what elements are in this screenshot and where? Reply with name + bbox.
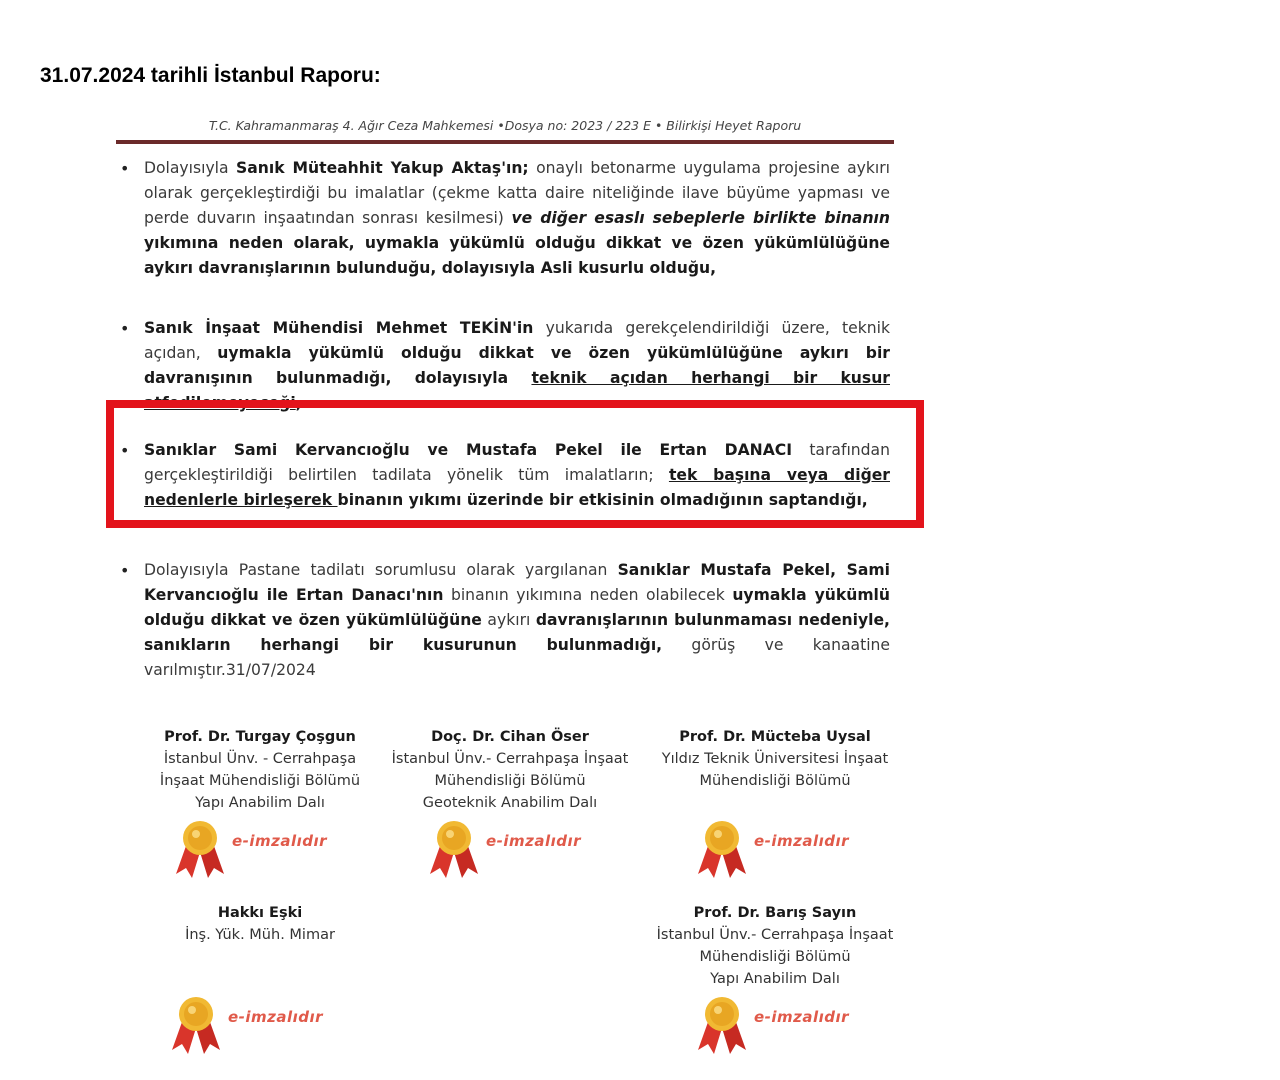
- award-seal-icon: [172, 818, 228, 880]
- bullet-dot: •: [120, 319, 130, 338]
- award-seal-icon: [694, 994, 750, 1056]
- signatory-uysal: [645, 726, 905, 792]
- header-divider: [116, 140, 894, 144]
- bullet-run: aykırı: [481, 611, 536, 629]
- signatory-affiliation: Mühendisliği Bölümü: [699, 949, 851, 965]
- bullet-item-aktas: [120, 156, 890, 281]
- bullet-dot: •: [120, 441, 130, 460]
- signatory-affiliation: İstanbul Ünv.- Cerrahpaşa İnşaat: [656, 927, 894, 943]
- e-signature-seal: [694, 994, 874, 1054]
- e-signature-seal: [172, 818, 352, 878]
- bullet-run: uymakla yükümlü olduğu dikkat ve özen yükümlülüğüne: [144, 586, 891, 629]
- signatory-sayin: [645, 902, 905, 990]
- signatory-affiliation: Yıldız Teknik Üniversitesi İnşaat: [661, 751, 889, 767]
- award-seal-icon: [168, 994, 224, 1056]
- signatory-name: Hakkı Eşki: [217, 905, 303, 921]
- signatory-affiliation: Mühendisliği Bölümü: [699, 773, 851, 789]
- e-signature-seal: [426, 818, 606, 878]
- bullet-run: davranışlarının bulunmaması nedeniyle, sanıkların herhangi bir kusurunun bulunmadığı,: [144, 611, 890, 654]
- signatory-affiliation: İstanbul Ünv. - Cerrahpaşa: [163, 751, 357, 767]
- signatory-affiliation: Yapı Anabilim Dalı: [195, 795, 325, 811]
- bullet-run: uymakla yükümlü olduğu dikkat ve özen yükümlülüğüne aykırı davranışlarının bulunduğu, dolayısıyla Asli kusurlu olduğu,: [144, 234, 891, 277]
- signatory-affiliation: İstanbul Ünv.- Cerrahpaşa İnşaat: [391, 751, 629, 767]
- signatory-eski: [140, 902, 380, 946]
- bullet-run: Sanıklar Sami Kervancıoğlu ve Mustafa Pekel ile Ertan DANACI: [144, 441, 793, 459]
- bullet-item-conclusion: [120, 558, 890, 683]
- bullet-text: [144, 438, 890, 513]
- seal-text: e-imzalıdır: [232, 832, 328, 850]
- bullet-run: ve diğer esaslı sebeplerle birlikte binanın: [511, 209, 890, 227]
- e-signature-seal: [168, 994, 348, 1054]
- e-signature-seal: [694, 818, 874, 878]
- bullet-run: yukarıda gerekçelendirildiği üzere, teknik açıdan,: [144, 319, 890, 362]
- signatory-cosgun: [140, 726, 380, 814]
- bullet-run: Sanık Müteahhit Yakup Aktaş'ın;: [236, 159, 529, 177]
- bullet-run: Sanıklar Mustafa Pekel, Sami Kervancıoğlu ile Ertan Danacı'nın: [144, 561, 890, 604]
- bullet-run: görüş ve kanaatine varılmıştır.31/07/2024: [144, 636, 891, 679]
- award-seal-icon: [694, 818, 750, 880]
- bullet-dot: •: [120, 561, 130, 580]
- bullet-item-tadilat: [120, 438, 890, 513]
- bullet-run: Dolayısıyla Pastane tadilatı sorumlusu olarak yargılanan: [144, 561, 618, 579]
- bullet-run: Sanık İnşaat Mühendisi Mehmet TEKİN'in: [144, 319, 534, 337]
- bullet-text: [144, 156, 890, 281]
- bullet-run: binanın yıkımına neden olabilecek: [443, 586, 733, 604]
- report-page-image: [100, 108, 940, 1076]
- signatory-oser: [380, 726, 640, 814]
- bullet-run: Dolayısıyla: [144, 159, 237, 177]
- bullet-run: uymakla yükümlü olduğu dikkat ve özen yükümlülüğüne aykırı bir davranışının bulunmadığı, dolayısıyla: [144, 344, 891, 387]
- bullet-text: [144, 558, 890, 683]
- signatory-affiliation: İnşaat Mühendisliği Bölümü: [159, 773, 361, 789]
- bullet-run: ,: [295, 394, 302, 412]
- bullet-run: teknik açıdan herhangi bir kusur atfedilemeyeceği: [144, 369, 890, 412]
- signatory-name: Prof. Dr. Mücteba Uysal: [679, 729, 871, 745]
- seal-text: e-imzalıdır: [754, 1008, 850, 1026]
- signatory-affiliation: Yapı Anabilim Dalı: [710, 971, 840, 987]
- bullet-run: tek başına veya diğer nedenlerle birleşerek: [144, 466, 890, 509]
- bullet-run: yıkımına neden olarak,: [144, 234, 365, 252]
- signatory-affiliation: Geoteknik Anabilim Dalı: [422, 795, 598, 811]
- award-seal-icon: [426, 818, 482, 880]
- bullet-run: binanın yıkımı üzerinde bir etkisinin olmadığının saptandığı,: [337, 491, 868, 509]
- bullet-run: tarafından gerçekleştirildiği belirtilen tadilata yönelik tüm imalatların;: [144, 441, 890, 484]
- bullet-dot: •: [120, 159, 130, 178]
- signatory-name: Prof. Dr. Turgay Çoşgun: [164, 729, 356, 745]
- signatory-affiliation: Mühendisliği Bölümü: [434, 773, 586, 789]
- signatory-name: Prof. Dr. Barış Sayın: [693, 905, 857, 921]
- seal-text: e-imzalıdır: [754, 832, 850, 850]
- report-header: T.C. Kahramanmaraş 4. Ağır Ceza Mahkemesi •Dosya no: 2023 / 223 E • Bilirkişi Heyet Raporu: [208, 118, 802, 133]
- seal-text: e-imzalıdır: [486, 832, 582, 850]
- bullet-run: onaylı betonarme uygulama projesine aykırı olarak gerçekleştirdiği bu imalatlar (çekme katta daire niteliğinde ilave büyüme yapması ve perde duvarın inşaatından sonrası kesilmesi): [144, 159, 891, 227]
- signatory-affiliation: İnş. Yük. Müh. Mimar: [185, 927, 335, 943]
- page-heading: 31.07.2024 tarihli İstanbul Raporu:: [40, 64, 381, 87]
- signatory-name: Doç. Dr. Cihan Öser: [431, 729, 589, 745]
- seal-text: e-imzalıdır: [228, 1008, 324, 1026]
